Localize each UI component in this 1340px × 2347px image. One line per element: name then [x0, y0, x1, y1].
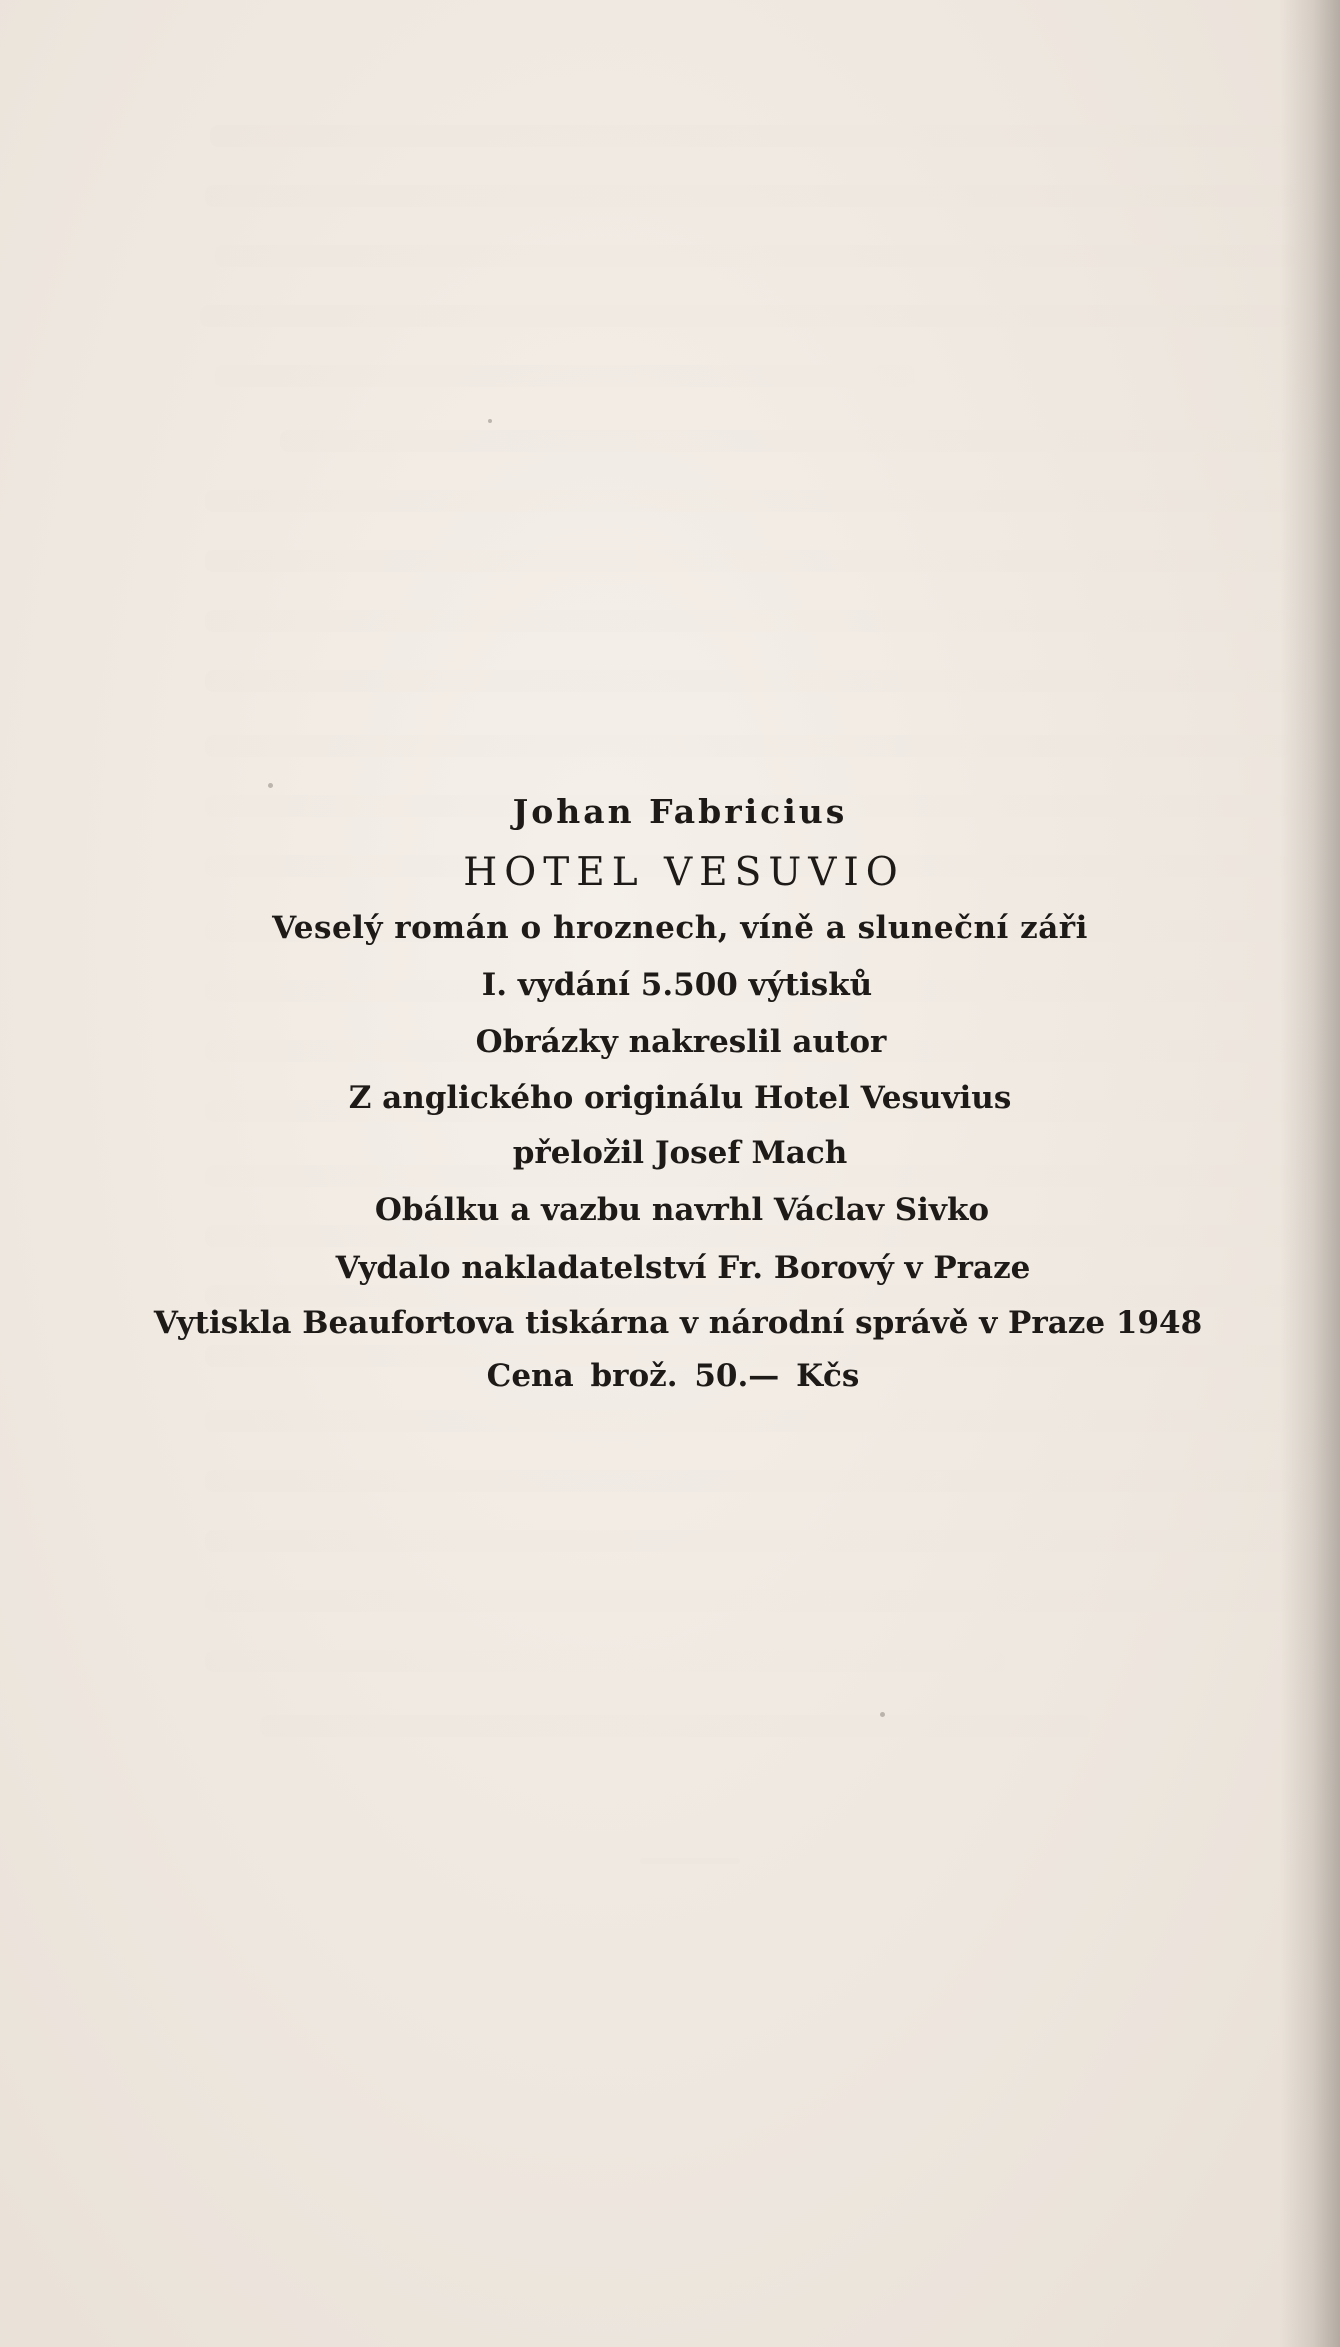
author-name: Johan Fabricius — [512, 792, 848, 831]
original-title-credit: Z anglického originálu Hotel Vesuvius — [348, 1080, 1012, 1116]
printer-credit: Vytiskla Beaufortova tiskárna v národní správě v Praze 1948 — [153, 1305, 1203, 1341]
paper-speck — [268, 783, 273, 788]
translator-credit: přeložil Josef Mach — [512, 1135, 848, 1171]
book-title: HOTEL VESUVIO — [463, 850, 905, 895]
paper-speck — [488, 419, 492, 423]
edition-info: I. vydání 5.500 výtisků — [481, 967, 873, 1003]
page-gutter-shadow — [1280, 0, 1340, 2347]
illustrations-credit: Obrázky nakreslil autor — [475, 1024, 887, 1060]
price-info: Cena brož. 50.— Kčs — [486, 1358, 860, 1394]
publisher-credit: Vydalo nakladatelství Fr. Borový v Praze — [335, 1250, 1031, 1286]
book-subtitle: Veselý román o hroznech, víně a sluneční záři — [272, 910, 1088, 946]
paper-speck — [880, 1712, 885, 1717]
cover-design-credit: Obálku a vazbu navrhl Václav Sivko — [374, 1192, 990, 1228]
